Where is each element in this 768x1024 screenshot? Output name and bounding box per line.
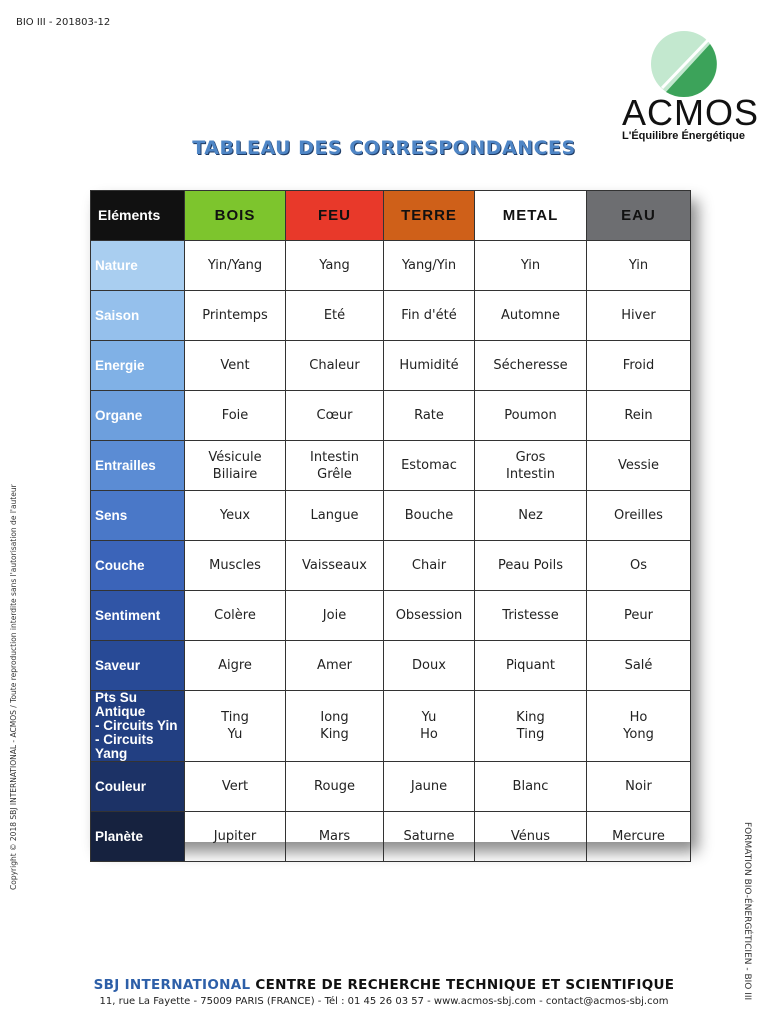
table-cell: Yin [587,241,691,291]
column-header-metal: METAL [475,191,587,241]
table-cell: Froid [587,341,691,391]
table-cell: Yin/Yang [185,241,286,291]
table-cell: Yin [475,241,587,291]
table-cell: Obsession [384,591,475,641]
row-header-label: Saveur [95,657,141,673]
table-cell: Yang/Yin [384,241,475,291]
table-cell: Blanc [475,762,587,812]
row-header-label: Planète [95,828,144,844]
table-cell: Estomac [384,441,475,491]
correspondence-table [90,190,690,842]
row-header [91,691,185,762]
table-cell: Salé [587,641,691,691]
acmos-logo [618,30,760,150]
table-cell: Amer [286,641,384,691]
table-cell: Printemps [185,291,286,341]
table-cell: Saturne [384,812,475,862]
row-header [91,491,185,541]
table-cell: Poumon [475,391,587,441]
table-cell: Vésicule Biliaire [185,441,286,491]
table-cell: Rate [384,391,475,441]
table-cell: Hiver [587,291,691,341]
corner-header: Eléments [91,191,185,241]
row-header [91,441,185,491]
table-row [91,812,691,862]
logo-tagline: L'Équilibre Énergétique [622,130,746,142]
formation-note: FORMATION BIO-ÉNERGÉTICIEN - BIO III [742,822,752,1001]
row-header [91,812,185,862]
row-header [91,241,185,291]
table-row [91,391,691,441]
table-cell: Eté [286,291,384,341]
table-cell: Gros Intestin [475,441,587,491]
table-cell: Nez [475,491,587,541]
table-row [91,441,691,491]
row-header-label: Sentiment [95,607,161,623]
table-cell: Peau Poils [475,541,587,591]
row-header-label: Entrailles [95,457,156,473]
table-cell: King Ting [475,691,587,762]
table-row [91,291,691,341]
table-cell: Intestin Grêle [286,441,384,491]
table-cell: Muscles [185,541,286,591]
footer-address: 11, rue La Fayette - 75009 PARIS (FRANCE) - Tél : 01 45 26 03 57 - www.acmos-sbj.com - contact@acmos-sbj.com [99,996,669,1007]
table-cell: Os [587,541,691,591]
table-cell: Fin d'été [384,291,475,341]
table-cell: Yu Ho [384,691,475,762]
table-cell: Oreilles [587,491,691,541]
table-cell: Mars [286,812,384,862]
table-cell: Peur [587,591,691,641]
table-row [91,691,691,762]
column-header-eau: EAU [587,191,691,241]
table-cell: Humidité [384,341,475,391]
document-code: BIO III - 201803-12 [16,17,111,28]
table-cell: Aigre [185,641,286,691]
row-header [91,641,185,691]
table-cell: Ho Yong [587,691,691,762]
table-cell: Jaune [384,762,475,812]
table-cell: Ting Yu [185,691,286,762]
table-cell: Automne [475,291,587,341]
row-header [91,762,185,812]
table-cell: Rein [587,391,691,441]
table-cell: Vaisseaux [286,541,384,591]
row-header [91,291,185,341]
row-header-label: Saison [95,307,140,323]
row-header-label: Sens [95,507,128,523]
row-header-label: Couche [95,557,145,573]
table-cell: Tristesse [475,591,587,641]
table-row [91,541,691,591]
table-row [91,762,691,812]
table-cell: Vénus [475,812,587,862]
table-cell: Cœur [286,391,384,441]
row-header-label: Energie [95,357,145,373]
column-header-bois: BOIS [185,191,286,241]
row-header [91,391,185,441]
row-header-label: Couleur [95,778,147,794]
table-row [91,591,691,641]
table-cell: Jupiter [185,812,286,862]
copyright-note: Copyright © 2018 SBJ INTERNATIONAL - ACMOS / Toute reproduction interdite sans l'autorisation de l'auteur [9,484,18,890]
logo-circle-icon [648,30,720,98]
table-cell: Vent [185,341,286,391]
table-cell: Colère [185,591,286,641]
table-cell: Iong King [286,691,384,762]
table-cell: Vessie [587,441,691,491]
table-row [91,641,691,691]
table-cell: Joie [286,591,384,641]
row-header [91,591,185,641]
table-cell: Bouche [384,491,475,541]
table-cell: Sécheresse [475,341,587,391]
table-cell: Chair [384,541,475,591]
table-cell: Chaleur [286,341,384,391]
row-header [91,341,185,391]
table-cell: Langue [286,491,384,541]
row-header [91,541,185,591]
logo-wordmark: ACMOS [622,92,760,133]
table-cell: Piquant [475,641,587,691]
footer-brand: SBJ INTERNATIONAL [93,977,251,993]
table-cell: Mercure [587,812,691,862]
table-row [91,341,691,391]
footer-tagline: CENTRE DE RECHERCHE TECHNIQUE ET SCIENTIFIQUE [250,977,675,993]
table-cell: Yeux [185,491,286,541]
table-cell: Yang [286,241,384,291]
table-cell: Rouge [286,762,384,812]
row-header-label: Organe [95,407,143,423]
row-header-label: Pts Su Antique - Circuits Yin - Circuits Yang [95,690,178,761]
table-cell: Noir [587,762,691,812]
table-cell: Doux [384,641,475,691]
row-header-label: Nature [95,257,138,273]
column-header-feu: FEU [286,191,384,241]
table-row [91,491,691,541]
page-title: TABLEAU DES CORRESPONDANCES [192,137,576,159]
column-header-terre: TERRE [384,191,475,241]
footer-title [0,977,768,993]
table-cell: Foie [185,391,286,441]
table-row [91,241,691,291]
table-cell: Vert [185,762,286,812]
